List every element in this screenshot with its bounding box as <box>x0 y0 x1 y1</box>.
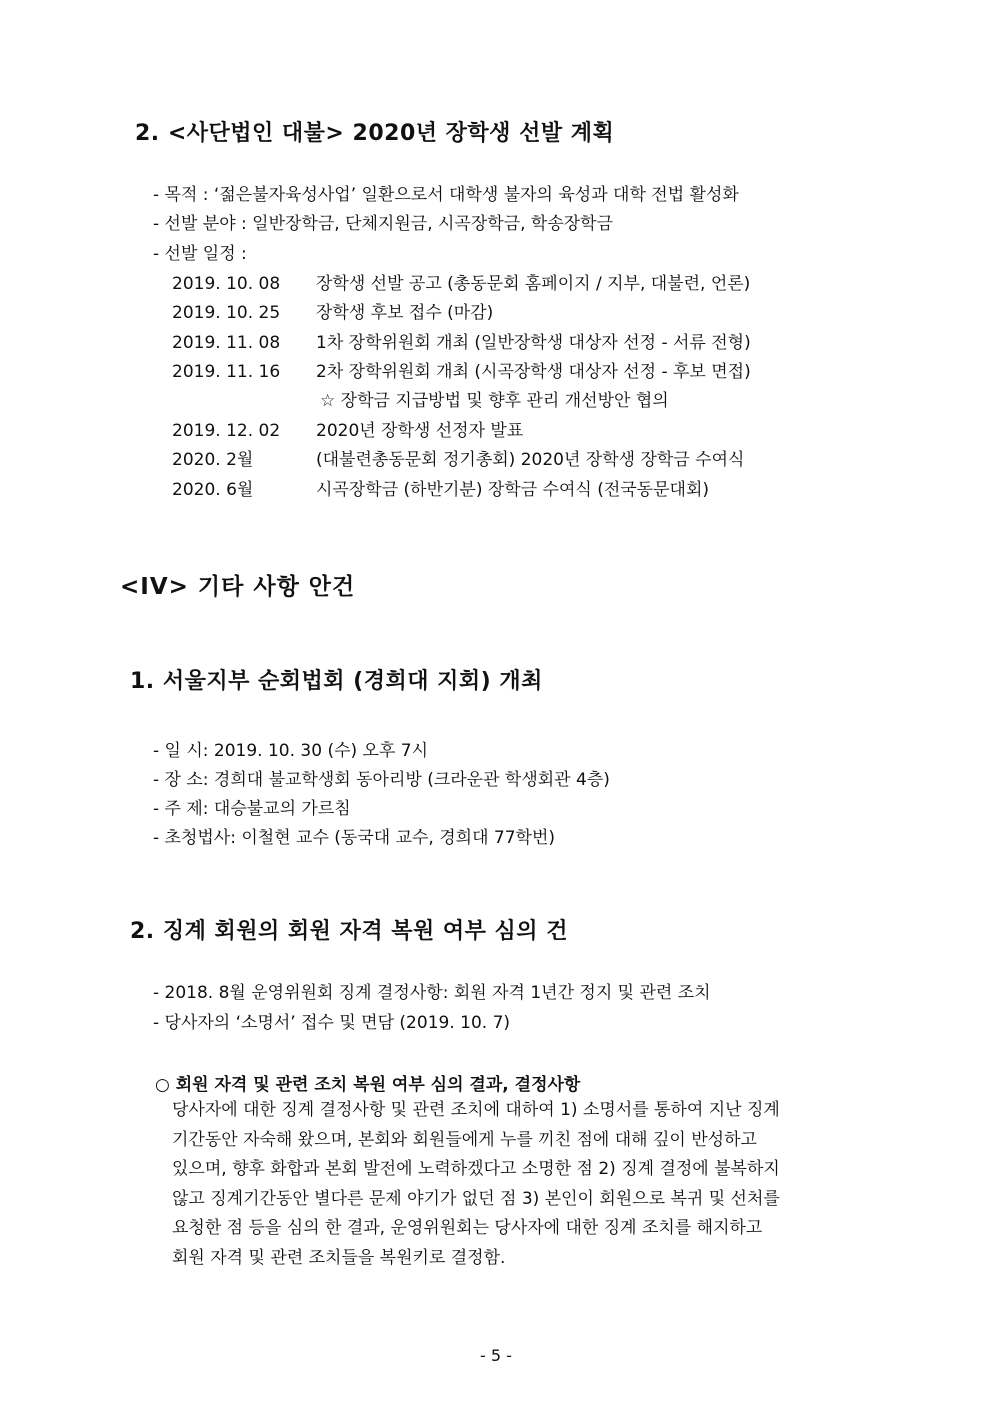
result-paragraph-line: 있으며, 향후 화합과 본회 발전에 노력하겠다고 소명한 점 2) 징계 결정에 불복하지 <box>172 1159 780 1179</box>
result-paragraph-line: 요청한 점 등을 심의 한 결과, 운영위원회는 당사자에 대한 징계 조치를 해지하고 <box>172 1218 763 1238</box>
schedule-date: 2019. 11. 16 <box>172 362 281 382</box>
schedule-desc: ☆ 장학금 지급방법 및 향후 관리 개선방안 협의 <box>320 391 669 411</box>
schedule-desc: 장학생 후보 접수 (마감) <box>316 303 494 323</box>
discipline-line: - 당사자의 ‘소명서’ 접수 및 면담 (2019. 10. 7) <box>153 1013 511 1033</box>
seoul-place-line: - 장 소: 경희대 불교학생회 동아리방 (크라운관 학생회관 4층) <box>153 770 610 790</box>
discipline-section-title: 2. 징계 회원의 회원 자격 복원 여부 심의 건 <box>130 919 568 944</box>
other-items-section-title: <IV> 기타 사항 안건 <box>120 574 356 600</box>
schedule-date: 2019. 11. 08 <box>172 333 281 353</box>
scholarship-purpose: - 목적 : ‘젊은불자육성사업’ 일환으로서 대학생 불자의 육성과 대학 전법 활성화 <box>153 185 739 205</box>
discipline-line: - 2018. 8월 운영위원회 징계 결정사항: 회원 자격 1년간 정지 및 관련 조치 <box>153 983 711 1003</box>
schedule-date: 2020. 6월 <box>172 480 254 500</box>
schedule-desc: 장학생 선발 공고 (총동문회 홈페이지 / 지부, 대불련, 언론) <box>316 274 751 294</box>
schedule-date: 2019. 10. 25 <box>172 303 281 323</box>
discipline-result-heading: ○ 회원 자격 및 관련 조치 복원 여부 심의 결과, 결정사항 <box>155 1075 581 1095</box>
schedule-date: 2020. 2월 <box>172 450 254 470</box>
schedule-desc: 2020년 장학생 선정자 발표 <box>316 421 524 441</box>
schedule-desc: 2차 장학위원회 개최 (시곡장학생 대상자 선정 - 후보 면접) <box>316 362 751 382</box>
page-number: - 5 - <box>480 1346 512 1365</box>
seoul-topic-line: - 주 제: 대승불교의 가르침 <box>153 799 351 819</box>
schedule-desc: 시곡장학금 (하반기분) 장학금 수여식 (전국동문대회) <box>316 480 710 500</box>
result-paragraph-line: 기간동안 자숙해 왔으며, 본회와 회원들에게 누를 끼친 점에 대해 깊이 반성하고 <box>172 1130 757 1150</box>
schedule-date: 2019. 10. 08 <box>172 274 281 294</box>
seoul-date-line: - 일 시: 2019. 10. 30 (수) 오후 7시 <box>153 741 429 761</box>
result-paragraph-line: 않고 징계기간동안 별다른 문제 야기가 없던 점 3) 본인이 회원으로 복귀 및 선처를 <box>172 1189 780 1209</box>
result-paragraph-line: 회원 자격 및 관련 조치들을 복원키로 결정함. <box>172 1248 506 1268</box>
schedule-desc: 1차 장학위원회 개최 (일반장학생 대상자 선정 - 서류 전형) <box>316 333 751 353</box>
scholarship-fields: - 선발 분야 : 일반장학금, 단체지원금, 시곡장학금, 학송장학금 <box>153 214 614 234</box>
schedule-date: 2019. 12. 02 <box>172 421 281 441</box>
schedule-desc: (대불련총동문회 정기총회) 2020년 장학생 장학금 수여식 <box>316 450 745 470</box>
seoul-dharma-section-title: 1. 서울지부 순회법회 (경희대 지회) 개최 <box>130 669 543 694</box>
scholarship-section-title: 2. <사단법인 대불> 2020년 장학생 선발 계획 <box>135 121 615 146</box>
result-paragraph-line: 당사자에 대한 징계 결정사항 및 관련 조치에 대하여 1) 소명서를 통하여 지난 징계 <box>172 1100 780 1120</box>
seoul-speaker-line: - 초청법사: 이철현 교수 (동국대 교수, 경희대 77학번) <box>153 828 556 848</box>
scholarship-schedule-label: - 선발 일정 : <box>153 244 247 264</box>
